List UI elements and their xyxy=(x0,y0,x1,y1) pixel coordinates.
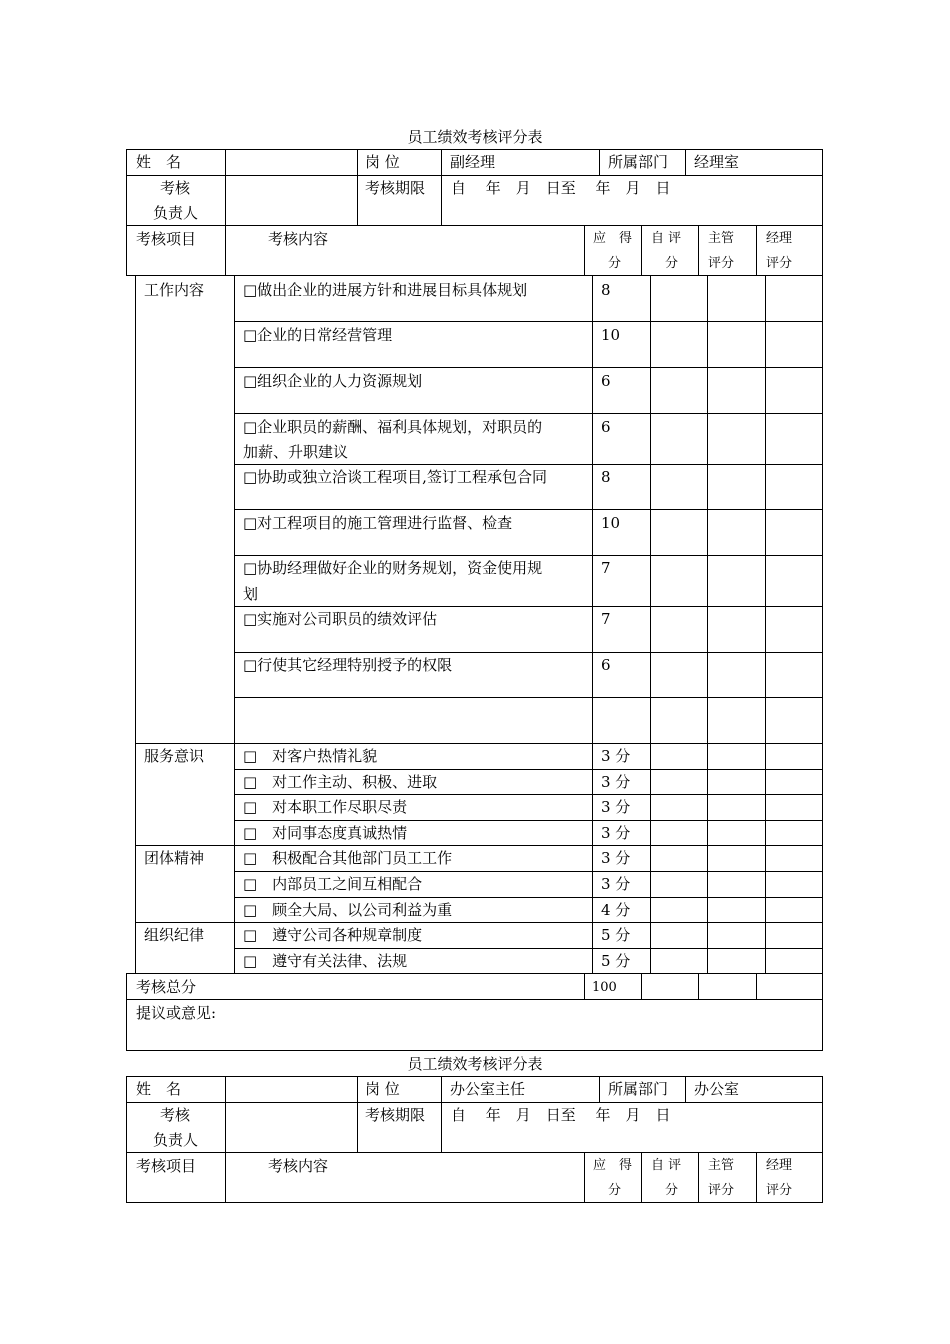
total-label: 考核总分 xyxy=(136,978,197,996)
col-manager-header: 评分 xyxy=(766,256,793,271)
discipline-item-score: 5 分 xyxy=(601,926,631,944)
post-value: 副经理 xyxy=(450,153,496,171)
work-item: □做出企业的进展方针和进展目标具体规划 xyxy=(243,281,528,299)
team-item-score: 4 分 xyxy=(601,901,631,919)
work-item: □对工程项目的施工管理进行监督、检查 xyxy=(243,514,513,532)
col-supervisor-header: 评分 xyxy=(708,256,735,271)
work-item-score: 6 xyxy=(601,418,611,436)
service-item-score: 3 分 xyxy=(601,747,631,765)
post-value: 办公室主任 xyxy=(450,1080,526,1098)
dept-label: 所属部门 xyxy=(608,153,669,171)
col-score-header: 应 得 xyxy=(593,231,633,246)
service-item: □ 对同事态度真诚热情 xyxy=(243,824,408,842)
service-item-score: 3 分 xyxy=(601,798,631,816)
team-item: □ 积极配合其他部门员工工作 xyxy=(243,849,453,867)
col-self-header: 自 评 xyxy=(651,231,682,246)
work-item-cont: 划 xyxy=(243,585,259,603)
service-item: □ 对本职工作尽职尽责 xyxy=(243,798,408,816)
col-supervisor-header: 主管 xyxy=(708,1158,735,1173)
period-label: 考核期限 xyxy=(365,179,426,197)
work-item-score: 8 xyxy=(601,281,611,299)
work-item-score: 7 xyxy=(601,610,611,628)
work-item: □协助或独立洽谈工程项目,签订工程承包合同 xyxy=(243,468,547,486)
dept-label: 所属部门 xyxy=(608,1080,669,1098)
discipline-label: 组织纪律 xyxy=(144,926,205,944)
name-label: 姓 名 xyxy=(136,1080,182,1098)
post-label: 岗 位 xyxy=(365,1080,400,1098)
dept-value: 经理室 xyxy=(694,153,740,171)
team-item: □ 顾全大局、以公司利益为重 xyxy=(243,901,453,919)
work-item: □企业职员的薪酬、福利具体规划，对职员的 xyxy=(243,418,543,436)
form1-title: 员工绩效考核评分表 xyxy=(407,128,543,146)
discipline-item-score: 5 分 xyxy=(601,952,631,970)
col-self-header: 分 xyxy=(665,256,679,271)
service-item: □ 对客户热情礼貌 xyxy=(243,747,378,765)
period-label: 考核期限 xyxy=(365,1106,426,1124)
col-supervisor-header: 评分 xyxy=(708,1183,735,1198)
col-score-header: 分 xyxy=(608,256,622,271)
reviewer-label: 考核 xyxy=(160,179,191,197)
work-item-score: 7 xyxy=(601,559,611,577)
name-label: 姓 名 xyxy=(136,153,182,171)
team-item: □ 内部员工之间互相配合 xyxy=(243,875,423,893)
col-score-header: 分 xyxy=(608,1183,622,1198)
team-item-score: 3 分 xyxy=(601,875,631,893)
col-score-header: 应 得 xyxy=(593,1158,633,1173)
col-manager-header: 经理 xyxy=(766,231,793,246)
col-supervisor-header: 主管 xyxy=(708,231,735,246)
col-item-header: 考核项目 xyxy=(136,1157,197,1175)
period-value: 自 年 月 日至 年 月 日 xyxy=(451,179,671,197)
work-item: □协助经理做好企业的财务规划，资金使用规 xyxy=(243,559,543,577)
team-item-score: 3 分 xyxy=(601,849,631,867)
dept-value: 办公室 xyxy=(694,1080,740,1098)
team-label: 团体精神 xyxy=(144,849,205,867)
post-label: 岗 位 xyxy=(365,153,400,171)
service-item: □ 对工作主动、积极、进取 xyxy=(243,773,438,791)
service-item-score: 3 分 xyxy=(601,824,631,842)
work-item: □实施对公司职员的绩效评估 xyxy=(243,610,438,628)
work-item: □组织企业的人力资源规划 xyxy=(243,372,423,390)
discipline-item: □ 遵守有关法律、法规 xyxy=(243,952,408,970)
comment-label: 提议或意见: xyxy=(136,1004,217,1022)
service-item-score: 3 分 xyxy=(601,773,631,791)
col-item-header: 考核项目 xyxy=(136,230,197,248)
reviewer-label: 负责人 xyxy=(153,204,199,222)
work-item-score: 8 xyxy=(601,468,611,486)
col-manager-header: 评分 xyxy=(766,1183,793,1198)
work-content-label: 工作内容 xyxy=(144,281,205,299)
work-item: □行使其它经理特别授予的权限 xyxy=(243,656,453,674)
work-item-cont: 加薪、升职建议 xyxy=(243,443,349,461)
reviewer-label: 负责人 xyxy=(153,1131,199,1149)
discipline-item: □ 遵守公司各种规章制度 xyxy=(243,926,423,944)
col-self-header: 分 xyxy=(665,1183,679,1198)
work-item: □企业的日常经营管理 xyxy=(243,326,393,344)
work-item-score: 6 xyxy=(601,656,611,674)
work-item-score: 10 xyxy=(601,514,621,532)
reviewer-label: 考核 xyxy=(160,1106,191,1124)
total-value: 100 xyxy=(592,980,617,995)
work-item-score: 10 xyxy=(601,326,621,344)
col-manager-header: 经理 xyxy=(766,1158,793,1173)
col-content-header: 考核内容 xyxy=(268,1157,329,1175)
service-label: 服务意识 xyxy=(144,747,205,765)
form2-title: 员工绩效考核评分表 xyxy=(407,1055,543,1073)
col-content-header: 考核内容 xyxy=(268,230,329,248)
period-value: 自 年 月 日至 年 月 日 xyxy=(451,1106,671,1124)
col-self-header: 自 评 xyxy=(651,1158,682,1173)
work-item-score: 6 xyxy=(601,372,611,390)
